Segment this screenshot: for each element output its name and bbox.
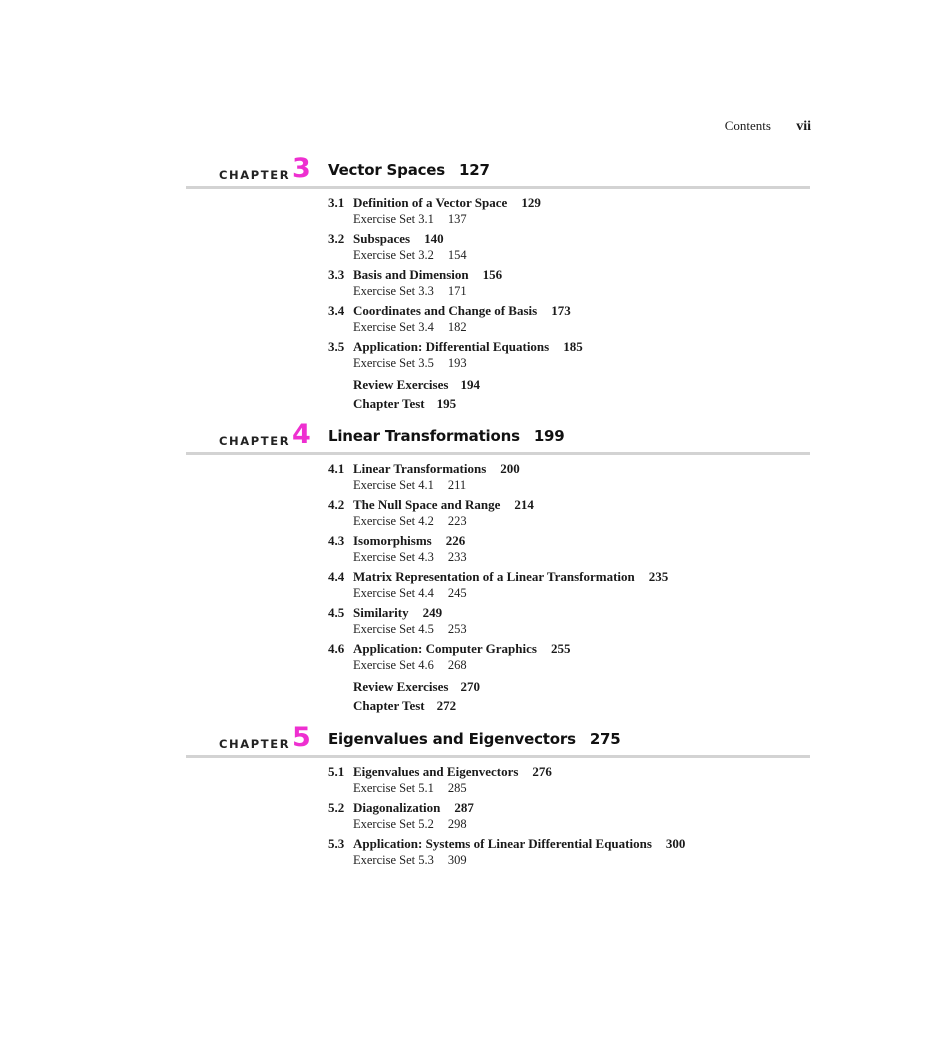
section-number: 5.1	[328, 764, 345, 779]
exercise-set-label: Exercise Set 3.1	[353, 212, 434, 226]
exercise-set-row[interactable]	[0, 477, 950, 493]
review-exercises-label: Review Exercises	[353, 679, 449, 694]
section-5-2	[0, 800, 950, 832]
section-number: 5.3	[328, 836, 345, 851]
section-title: Application: Differential Equations	[353, 339, 550, 354]
exercise-set-label: Exercise Set 5.2	[353, 817, 434, 831]
running-head-label: Contents	[724, 118, 771, 133]
section-number: 3.5	[328, 339, 345, 354]
chapter-test-label: Chapter Test	[353, 396, 425, 411]
section-3-4	[0, 303, 950, 335]
section-title-row[interactable]	[0, 800, 950, 816]
exercise-set-page: 309	[447, 853, 467, 867]
section-3-3	[0, 267, 950, 299]
exercise-set-row[interactable]	[0, 549, 950, 565]
section-number: 4.1	[328, 461, 345, 476]
section-number: 3.2	[328, 231, 345, 246]
section-title: Diagonalization	[353, 800, 441, 815]
section-title-row[interactable]	[0, 231, 950, 247]
exercise-set-label: Exercise Set 4.6	[353, 658, 434, 672]
exercise-set-row[interactable]	[0, 621, 950, 637]
exercise-set-label: Exercise Set 5.1	[353, 781, 434, 795]
exercise-set-page: 285	[447, 781, 467, 795]
exercise-set-page: 154	[447, 248, 467, 262]
exercise-set-row[interactable]	[0, 355, 950, 371]
exercise-set-page: 298	[447, 817, 467, 831]
section-page: 129	[521, 195, 541, 210]
chapter-test-row[interactable]	[0, 394, 950, 413]
chapter-number: 3	[292, 153, 311, 184]
section-list	[0, 453, 950, 715]
section-title: Linear Transformations	[353, 461, 487, 476]
exercise-set-page: 171	[447, 284, 467, 298]
exercise-set-label: Exercise Set 5.3	[353, 853, 434, 867]
chapter-number: 4	[292, 419, 311, 450]
chapter-test-page: 272	[436, 698, 457, 713]
section-4-4	[0, 569, 950, 601]
chapter-title-text: Vector Spaces	[328, 161, 446, 179]
section-3-2	[0, 231, 950, 263]
exercise-set-label: Exercise Set 3.5	[353, 356, 434, 370]
section-title-row[interactable]	[0, 641, 950, 657]
section-number: 4.5	[328, 605, 345, 620]
section-page: 300	[665, 836, 686, 851]
section-number: 3.1	[328, 195, 345, 210]
section-page: 200	[500, 461, 520, 476]
section-number: 5.2	[328, 800, 345, 815]
chapter-page: 127	[459, 161, 490, 179]
section-page: 185	[563, 339, 583, 354]
chapter-4	[0, 419, 950, 715]
exercise-set-row[interactable]	[0, 247, 950, 263]
section-3-5	[0, 339, 950, 371]
exercise-set-page: 268	[447, 658, 467, 672]
chapter-number: 5	[292, 722, 311, 753]
section-title-row[interactable]	[0, 267, 950, 283]
section-title-row[interactable]	[0, 461, 950, 477]
section-title: Basis and Dimension	[353, 267, 469, 282]
review-exercises-label: Review Exercises	[353, 377, 449, 392]
exercise-set-row[interactable]	[0, 780, 950, 796]
exercise-set-label: Exercise Set 4.2	[353, 514, 434, 528]
chapter-test-page: 195	[436, 396, 457, 411]
chapter-heading	[0, 419, 950, 453]
exercise-set-page: 253	[447, 622, 467, 636]
section-title: Isomorphisms	[353, 533, 432, 548]
chapter-title-text: Linear Transformations	[328, 427, 520, 445]
chapter-title[interactable]	[328, 161, 490, 179]
section-5-1	[0, 764, 950, 796]
section-number: 4.3	[328, 533, 345, 548]
exercise-set-label: Exercise Set 3.3	[353, 284, 434, 298]
exercise-set-row[interactable]	[0, 816, 950, 832]
exercise-set-label: Exercise Set 4.4	[353, 586, 434, 600]
exercise-set-page: 182	[447, 320, 467, 334]
review-exercises-page: 270	[460, 679, 480, 694]
exercise-set-page: 137	[447, 212, 467, 226]
section-4-5	[0, 605, 950, 637]
chapter-test-row[interactable]	[0, 696, 950, 715]
chapter-page: 199	[533, 427, 565, 445]
section-page: 226	[445, 533, 466, 548]
chapter-5	[0, 722, 950, 872]
section-title: Subspaces	[353, 231, 411, 246]
exercise-set-page: 233	[447, 550, 467, 564]
section-number: 3.3	[328, 267, 345, 282]
section-list	[0, 756, 950, 868]
section-4-2	[0, 497, 950, 529]
section-title: Definition of a Vector Space	[353, 195, 508, 210]
section-page: 214	[514, 497, 534, 512]
section-title: Matrix Representation of a Linear Transformation	[353, 569, 635, 584]
section-page: 287	[454, 800, 474, 815]
section-title: Application: Systems of Linear Differential Equations	[353, 836, 652, 851]
review-exercises-row[interactable]	[0, 375, 950, 394]
exercise-set-page: 193	[447, 356, 467, 370]
exercise-set-label: Exercise Set 4.1	[353, 478, 434, 492]
exercise-set-row[interactable]	[0, 211, 950, 227]
section-list	[0, 187, 950, 413]
chapter-word: CHAPTER	[219, 168, 291, 182]
section-3-1	[0, 195, 950, 227]
section-page: 249	[422, 605, 443, 620]
review-exercises-row[interactable]	[0, 677, 950, 696]
section-title-row[interactable]	[0, 569, 950, 585]
section-title-row[interactable]	[0, 764, 950, 780]
chapter-title[interactable]	[328, 427, 565, 445]
section-title-row[interactable]	[0, 497, 950, 513]
chapter-word: CHAPTER	[219, 434, 291, 448]
section-title-row[interactable]	[0, 836, 950, 852]
section-title-row[interactable]	[0, 303, 950, 319]
chapter-heading	[0, 153, 950, 187]
exercise-set-page: 211	[447, 478, 467, 492]
exercise-set-row[interactable]	[0, 657, 950, 673]
section-page: 276	[532, 764, 552, 779]
section-number: 4.6	[328, 641, 345, 656]
section-title-row[interactable]	[0, 195, 950, 211]
running-head-page-number: vii	[796, 119, 811, 134]
review-exercises-page: 194	[460, 377, 480, 392]
section-page: 235	[648, 569, 669, 584]
exercise-set-page: 245	[447, 586, 467, 600]
section-title: Application: Computer Graphics	[353, 641, 537, 656]
section-title-row[interactable]	[0, 339, 950, 355]
exercise-set-page: 223	[447, 514, 467, 528]
exercise-set-row[interactable]	[0, 513, 950, 529]
section-4-3	[0, 533, 950, 565]
section-number: 3.4	[328, 303, 345, 318]
section-title: Similarity	[353, 605, 409, 620]
section-page: 140	[424, 231, 444, 246]
chapter-heading	[0, 722, 950, 756]
section-4-1	[0, 461, 950, 493]
chapter-word: CHAPTER	[219, 737, 291, 751]
section-4-6	[0, 641, 950, 673]
chapter-test-label: Chapter Test	[353, 698, 425, 713]
running-head	[0, 118, 811, 135]
section-page: 173	[551, 303, 571, 318]
exercise-set-label: Exercise Set 4.5	[353, 622, 434, 636]
exercise-set-label: Exercise Set 3.4	[353, 320, 434, 334]
section-title-row[interactable]	[0, 533, 950, 549]
chapter-page: 275	[589, 730, 621, 748]
section-title: Coordinates and Change of Basis	[353, 303, 538, 318]
chapter-3	[0, 153, 950, 413]
exercise-set-label: Exercise Set 3.2	[353, 248, 434, 262]
section-5-3	[0, 836, 950, 868]
exercise-set-label: Exercise Set 4.3	[353, 550, 434, 564]
section-title-row[interactable]	[0, 605, 950, 621]
chapter-title-text: Eigenvalues and Eigenvectors	[328, 730, 576, 748]
chapter-title[interactable]	[328, 730, 621, 748]
section-title: Eigenvalues and Eigenvectors	[353, 764, 519, 779]
section-title: The Null Space and Range	[353, 497, 501, 512]
section-number: 4.4	[328, 569, 345, 584]
section-page: 255	[550, 641, 571, 656]
section-number: 4.2	[328, 497, 345, 512]
exercise-set-row[interactable]	[0, 283, 950, 299]
exercise-set-row[interactable]	[0, 585, 950, 601]
exercise-set-row[interactable]	[0, 319, 950, 335]
section-page: 156	[482, 267, 503, 282]
exercise-set-row[interactable]	[0, 852, 950, 868]
